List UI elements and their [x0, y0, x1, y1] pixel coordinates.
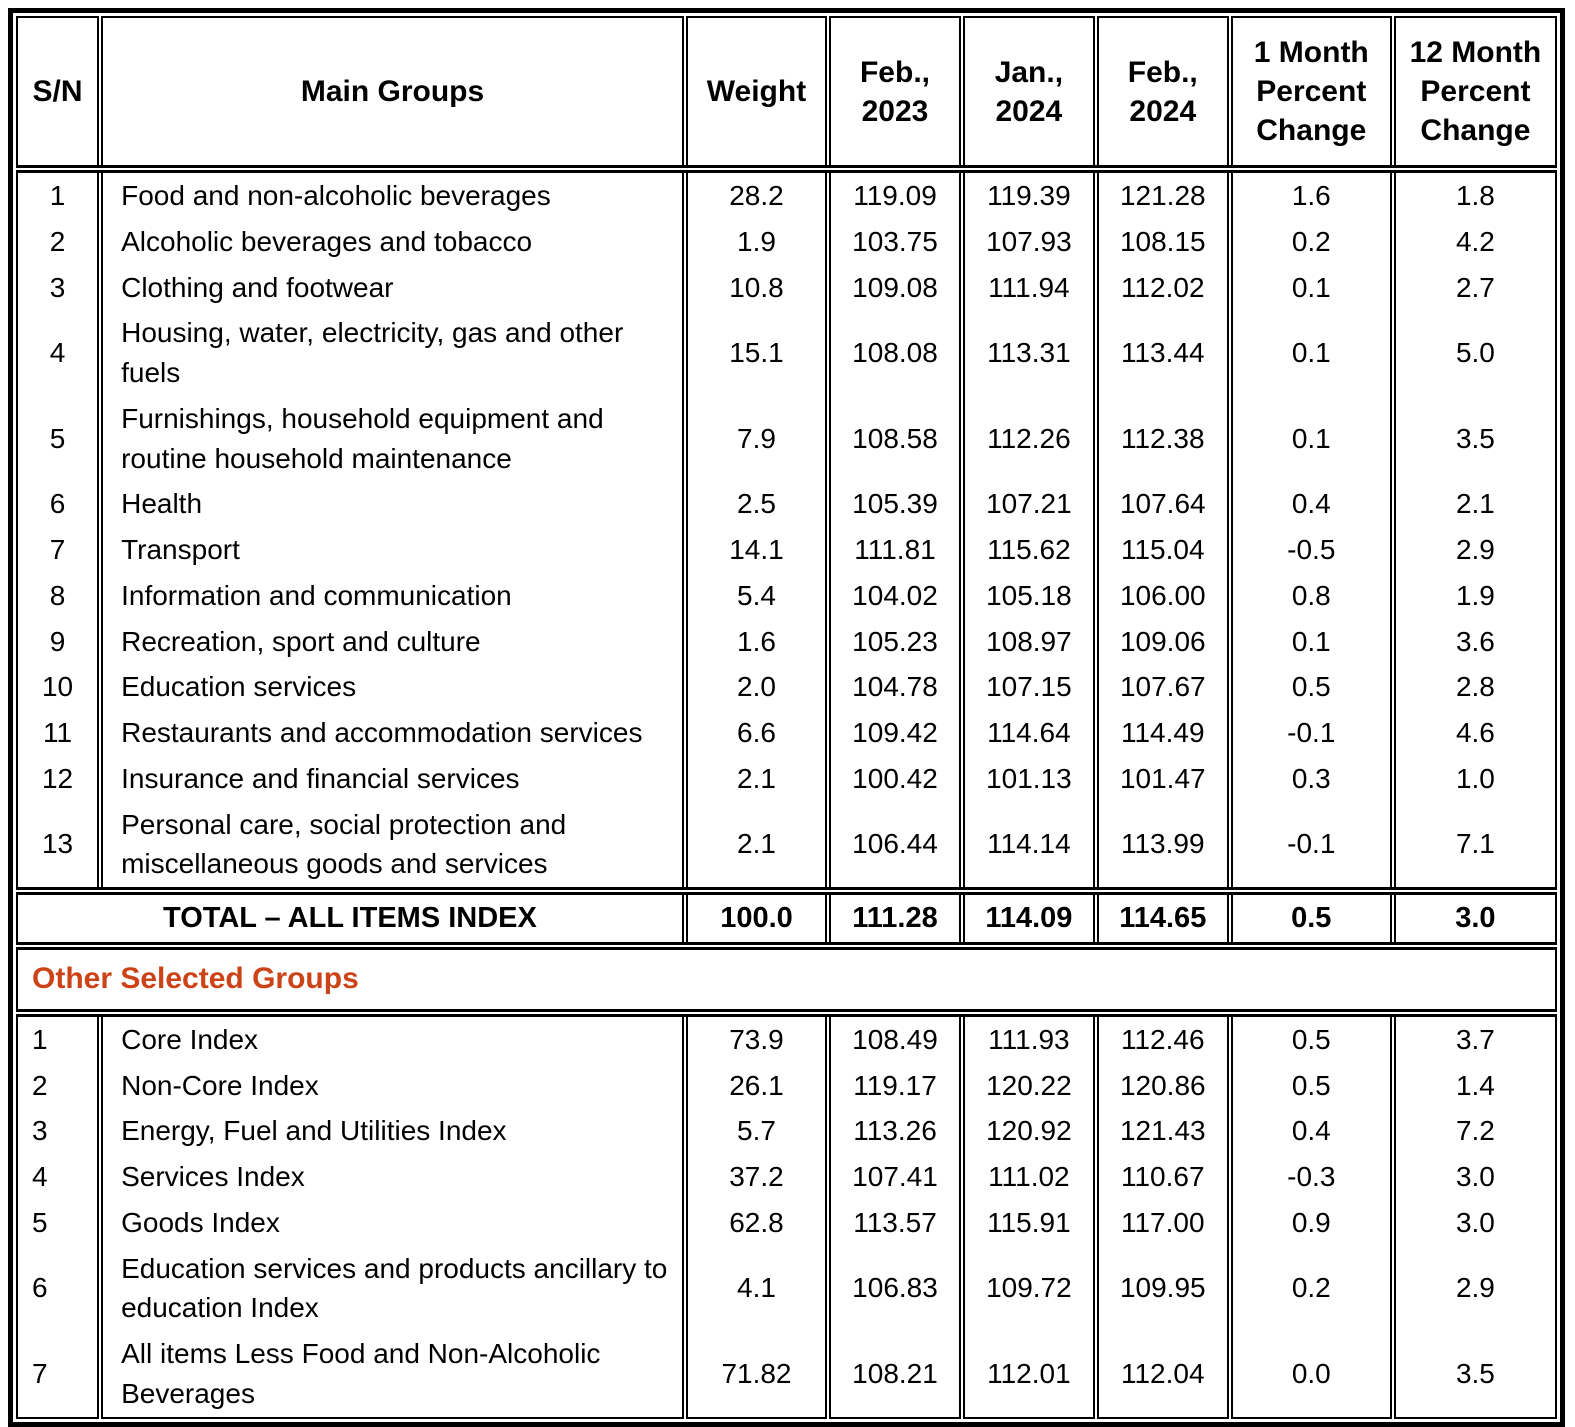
feb-2023-cell: 100.42: [828, 756, 962, 802]
feb-2024-cell: 115.04: [1096, 527, 1230, 573]
weight-cell: 5.4: [685, 573, 828, 619]
main-groups-section: [17, 169, 1556, 891]
12-month-change-cell: 1.9: [1455, 579, 1495, 611]
weight-cell: 5.7: [685, 1108, 828, 1154]
feb-2023-cell: 107.41: [828, 1154, 962, 1200]
feb-2023-cell: 106.83: [828, 1246, 962, 1332]
group-name-cell: All items Less Food and Non-Alcoholic Beverages: [100, 1331, 685, 1418]
feb-2024-cell: 113.99: [1096, 802, 1230, 892]
main-group-row: [17, 527, 1556, 573]
total-12-month-change-cell: 3.0: [1393, 891, 1556, 946]
12-month-change-cell: 1.8: [1455, 180, 1495, 211]
feb-2023-cell: 108.21: [828, 1331, 962, 1418]
other-group-row: [17, 1013, 1556, 1063]
jan-2024-cell: 120.22: [962, 1063, 1096, 1109]
table-header: [17, 17, 1556, 169]
total-1-month-change-cell: 0.5: [1230, 891, 1393, 946]
sn-cell: 2: [17, 1063, 100, 1109]
weight-cell: 2.5: [685, 481, 828, 527]
1-month-change-cell: 0.5: [1230, 1013, 1393, 1063]
jan-2024-cell: 111.93: [962, 1013, 1096, 1063]
group-name-cell: Insurance and financial services: [100, 756, 685, 802]
table-frame: [8, 8, 1565, 1427]
12-month-change-cell: 7.1: [1455, 828, 1495, 860]
group-name-cell: Core Index: [100, 1013, 685, 1063]
main-group-row: [17, 619, 1556, 665]
1-month-change-cell: -0.5: [1230, 527, 1393, 573]
12-month-change-cell: 7.2: [1455, 1115, 1495, 1147]
jan-2024-cell: 111.02: [962, 1154, 1096, 1200]
feb-2024-cell: 121.28: [1096, 169, 1230, 219]
group-name-cell: Education services and products ancillary to education Index: [100, 1246, 685, 1332]
weight-cell: 15.1: [685, 310, 828, 396]
1-month-change-cell: 0.5: [1230, 1063, 1393, 1109]
sn-cell: 11: [17, 710, 100, 756]
feb-2024-cell: 113.44: [1096, 310, 1230, 396]
12-month-change-cell: 4.6: [1455, 717, 1495, 748]
1-month-change-cell: 0.2: [1230, 219, 1393, 265]
1-month-change-cell: 0.1: [1230, 310, 1393, 396]
jan-2024-cell: 107.15: [962, 664, 1096, 710]
other-group-row: [17, 1200, 1556, 1246]
group-name-cell: Clothing and footwear: [100, 265, 685, 311]
group-name-cell: Personal care, social protection and miscellaneous goods and services: [100, 802, 685, 892]
jan-2024-cell: 114.14: [962, 802, 1096, 892]
group-name-cell: Transport: [100, 527, 685, 573]
other-group-row: [17, 1154, 1556, 1200]
header-main-groups: Main Groups: [100, 17, 685, 169]
weight-cell: 10.8: [685, 265, 828, 311]
section-label-row: [17, 946, 1556, 1013]
total-feb-2023-cell: 111.28: [828, 891, 962, 946]
weight-cell: 1.9: [685, 219, 828, 265]
group-name-cell: Housing, water, electricity, gas and other fuels: [100, 310, 685, 396]
1-month-change-cell: 0.0: [1230, 1331, 1393, 1418]
1-month-change-cell: 0.2: [1230, 1246, 1393, 1332]
1-month-change-cell: -0.3: [1230, 1154, 1393, 1200]
jan-2024-cell: 113.31: [962, 310, 1096, 396]
12-month-change-cell: 1.0: [1455, 762, 1495, 794]
12-month-change-cell: 2.9: [1455, 1272, 1495, 1304]
feb-2024-cell: 121.43: [1096, 1108, 1230, 1154]
cpi-index-table: [16, 16, 1557, 1419]
feb-2023-cell: 119.09: [828, 169, 962, 219]
12-month-change-cell: 2.9: [1455, 534, 1495, 565]
group-name-cell: Recreation, sport and culture: [100, 619, 685, 665]
feb-2023-cell: 108.58: [828, 396, 962, 482]
1-month-change-cell: 0.1: [1230, 265, 1393, 311]
sn-cell: 7: [17, 527, 100, 573]
12-month-change-cell: 4.2: [1455, 225, 1495, 257]
weight-cell: 71.82: [685, 1331, 828, 1418]
other-group-row: [17, 1246, 1556, 1332]
feb-2024-cell: 109.06: [1096, 619, 1230, 665]
group-name-cell: Alcoholic beverages and tobacco: [100, 219, 685, 265]
feb-2024-cell: 109.95: [1096, 1246, 1230, 1332]
total-weight-cell: 100.0: [685, 891, 828, 946]
feb-2024-cell: 107.64: [1096, 481, 1230, 527]
header-feb-2023: Feb., 2023: [828, 17, 962, 169]
jan-2024-cell: 115.62: [962, 527, 1096, 573]
weight-cell: 73.9: [685, 1013, 828, 1063]
weight-cell: 37.2: [685, 1154, 828, 1200]
weight-cell: 7.9: [685, 396, 828, 482]
weight-cell: 4.1: [685, 1246, 828, 1332]
weight-cell: 2.1: [685, 756, 828, 802]
header-feb-2024: Feb., 2024: [1096, 17, 1230, 169]
feb-2023-cell: 109.08: [828, 265, 962, 311]
feb-2024-cell: 110.67: [1096, 1154, 1230, 1200]
group-name-cell: Health: [100, 481, 685, 527]
jan-2024-cell: 115.91: [962, 1200, 1096, 1246]
12-month-change-cell: 2.8: [1455, 671, 1495, 703]
12-month-change-cell: 1.4: [1455, 1069, 1495, 1101]
feb-2024-cell: 106.00: [1096, 573, 1230, 619]
12-month-change-cell: 3.5: [1455, 422, 1495, 454]
total-jan-2024-cell: 114.09: [962, 891, 1096, 946]
group-name-cell: Food and non-alcoholic beverages: [100, 169, 685, 219]
jan-2024-cell: 108.97: [962, 619, 1096, 665]
weight-cell: 1.6: [685, 619, 828, 665]
weight-cell: 28.2: [685, 169, 828, 219]
1-month-change-cell: 0.3: [1230, 756, 1393, 802]
jan-2024-cell: 114.64: [962, 710, 1096, 756]
12-month-change-cell: 3.0: [1455, 1161, 1495, 1193]
header-12-month-change: 12 Month Percent Change: [1393, 17, 1556, 169]
header-row: [17, 17, 1556, 169]
main-group-row: [17, 169, 1556, 219]
header-weight: Weight: [685, 17, 828, 169]
sn-cell: 5: [17, 1200, 100, 1246]
jan-2024-cell: 107.21: [962, 481, 1096, 527]
other-selected-groups-band: [17, 946, 1556, 1013]
feb-2023-cell: 104.78: [828, 664, 962, 710]
jan-2024-cell: 120.92: [962, 1108, 1096, 1154]
12-month-change-cell: 3.6: [1455, 625, 1495, 657]
main-group-row: [17, 802, 1556, 892]
1-month-change-cell: 0.5: [1230, 664, 1393, 710]
group-name-cell: Energy, Fuel and Utilities Index: [100, 1108, 685, 1154]
other-groups-section: [17, 1013, 1556, 1418]
sn-cell: 13: [17, 802, 100, 892]
12-month-change-cell: 2.1: [1455, 488, 1495, 520]
feb-2024-cell: 112.04: [1096, 1331, 1230, 1418]
sn-cell: 4: [17, 310, 100, 396]
sn-cell: 4: [17, 1154, 100, 1200]
group-name-cell: Information and communication: [100, 573, 685, 619]
header-sn: S/N: [17, 17, 100, 169]
feb-2023-cell: 109.42: [828, 710, 962, 756]
12-month-change-cell: 3.0: [1455, 1206, 1495, 1238]
12-month-change-cell: 3.7: [1455, 1023, 1495, 1055]
main-group-row: [17, 265, 1556, 311]
jan-2024-cell: 112.26: [962, 396, 1096, 482]
feb-2023-cell: 106.44: [828, 802, 962, 892]
other-group-row: [17, 1331, 1556, 1418]
weight-cell: 2.1: [685, 802, 828, 892]
feb-2023-cell: 108.08: [828, 310, 962, 396]
jan-2024-cell: 112.01: [962, 1331, 1096, 1418]
jan-2024-cell: 109.72: [962, 1246, 1096, 1332]
main-group-row: [17, 310, 1556, 396]
sn-cell: 7: [17, 1331, 100, 1418]
main-group-row: [17, 219, 1556, 265]
feb-2023-cell: 111.81: [828, 527, 962, 573]
feb-2023-cell: 113.57: [828, 1200, 962, 1246]
1-month-change-cell: 0.1: [1230, 396, 1393, 482]
feb-2023-cell: 108.49: [828, 1013, 962, 1063]
main-group-row: [17, 481, 1556, 527]
other-group-row: [17, 1108, 1556, 1154]
feb-2023-cell: 104.02: [828, 573, 962, 619]
sn-cell: 6: [17, 481, 100, 527]
weight-cell: 26.1: [685, 1063, 828, 1109]
sn-cell: 6: [17, 1246, 100, 1332]
1-month-change-cell: 0.4: [1230, 1108, 1393, 1154]
1-month-change-cell: -0.1: [1230, 802, 1393, 892]
total-label-cell: TOTAL – ALL ITEMS INDEX: [17, 891, 685, 946]
feb-2024-cell: 112.38: [1096, 396, 1230, 482]
feb-2024-cell: 112.02: [1096, 265, 1230, 311]
group-name-cell: Education services: [100, 664, 685, 710]
feb-2023-cell: 105.39: [828, 481, 962, 527]
feb-2024-cell: 101.47: [1096, 756, 1230, 802]
total-section: [17, 891, 1556, 946]
feb-2024-cell: 114.49: [1096, 710, 1230, 756]
sn-cell: 12: [17, 756, 100, 802]
feb-2024-cell: 108.15: [1096, 219, 1230, 265]
feb-2024-cell: 117.00: [1096, 1200, 1230, 1246]
1-month-change-cell: -0.1: [1230, 710, 1393, 756]
sn-cell: 8: [17, 573, 100, 619]
weight-cell: 14.1: [685, 527, 828, 573]
sn-cell: 1: [17, 169, 100, 219]
group-name-cell: Non-Core Index: [100, 1063, 685, 1109]
1-month-change-cell: 0.8: [1230, 573, 1393, 619]
12-month-change-cell: 5.0: [1455, 337, 1495, 369]
other-group-row: [17, 1063, 1556, 1109]
jan-2024-cell: 105.18: [962, 573, 1096, 619]
feb-2024-cell: 107.67: [1096, 664, 1230, 710]
weight-cell: 2.0: [685, 664, 828, 710]
sn-cell: 5: [17, 396, 100, 482]
12-month-change-cell: 3.5: [1455, 1357, 1495, 1389]
weight-cell: 62.8: [685, 1200, 828, 1246]
feb-2023-cell: 113.26: [828, 1108, 962, 1154]
jan-2024-cell: 107.93: [962, 219, 1096, 265]
group-name-cell: Services Index: [100, 1154, 685, 1200]
header-1-month-change: 1 Month Percent Change: [1230, 17, 1393, 169]
sn-cell: 2: [17, 219, 100, 265]
1-month-change-cell: 0.4: [1230, 481, 1393, 527]
header-jan-2024: Jan., 2024: [962, 17, 1096, 169]
sn-cell: 1: [17, 1013, 100, 1063]
jan-2024-cell: 101.13: [962, 756, 1096, 802]
sn-cell: 3: [17, 265, 100, 311]
weight-cell: 6.6: [685, 710, 828, 756]
main-group-row: [17, 756, 1556, 802]
feb-2023-cell: 119.17: [828, 1063, 962, 1109]
1-month-change-cell: 1.6: [1230, 169, 1393, 219]
jan-2024-cell: 119.39: [962, 169, 1096, 219]
main-group-row: [17, 573, 1556, 619]
group-name-cell: Restaurants and accommodation services: [100, 710, 685, 756]
main-group-row: [17, 664, 1556, 710]
feb-2024-cell: 112.46: [1096, 1013, 1230, 1063]
12-month-change-cell: 2.7: [1455, 271, 1495, 303]
total-feb-2024-cell: 114.65: [1096, 891, 1230, 946]
sn-cell: 3: [17, 1108, 100, 1154]
group-name-cell: Goods Index: [100, 1200, 685, 1246]
feb-2024-cell: 120.86: [1096, 1063, 1230, 1109]
1-month-change-cell: 0.9: [1230, 1200, 1393, 1246]
main-group-row: [17, 396, 1556, 482]
jan-2024-cell: 111.94: [962, 265, 1096, 311]
section-label-cell: Other Selected Groups: [17, 946, 1556, 1013]
1-month-change-cell: 0.1: [1230, 619, 1393, 665]
sn-cell: 9: [17, 619, 100, 665]
feb-2023-cell: 103.75: [828, 219, 962, 265]
main-group-row: [17, 710, 1556, 756]
group-name-cell: Furnishings, household equipment and routine household maintenance: [100, 396, 685, 482]
feb-2023-cell: 105.23: [828, 619, 962, 665]
sn-cell: 10: [17, 664, 100, 710]
total-row: [17, 891, 1556, 946]
